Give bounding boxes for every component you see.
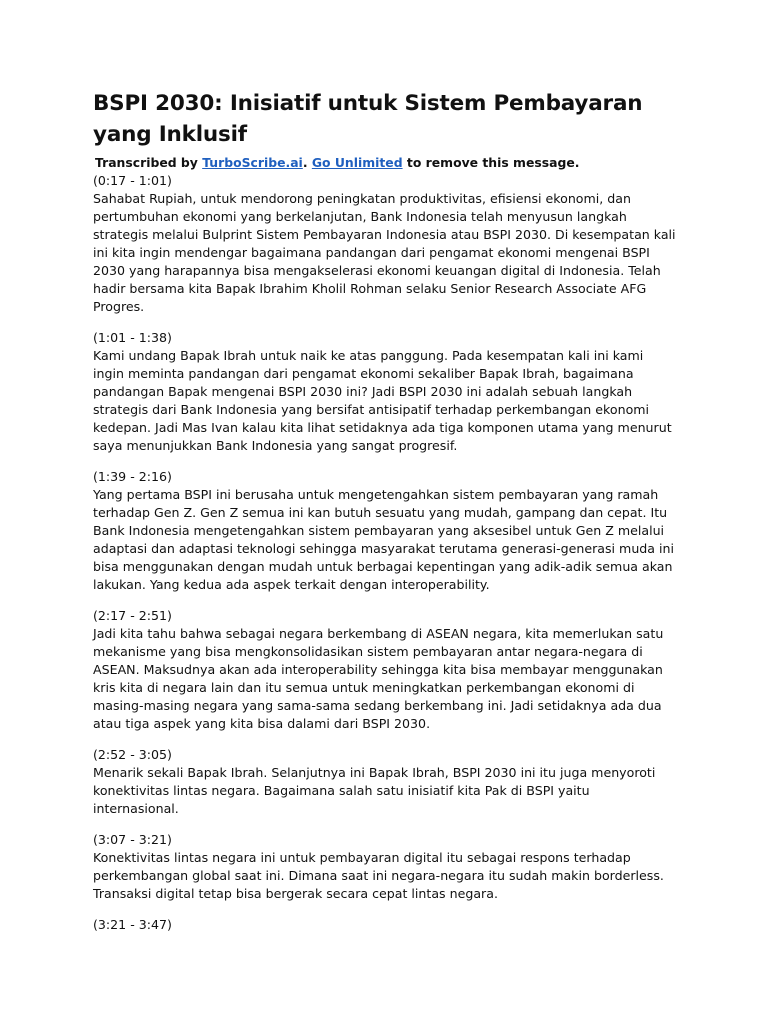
transcript-section — [93, 172, 678, 316]
section-timestamp: (3:21 - 3:47) — [93, 917, 172, 932]
section-text: Menarik sekali Bapak Ibrah. Selanjutnya ini Bapak Ibrah, BSPI 2030 ini itu juga menyoroti konektivitas lintas negara. Bagaimana salah satu inisiatif kita Pak di BSPI yaitu internasional. — [93, 765, 656, 816]
section-timestamp: (3:07 - 3:21) — [93, 832, 172, 847]
section-text: Konektivitas lintas negara ini untuk pembayaran digital itu sebagai respons terhadap perkembangan global saat ini. Dimana saat ini negara-negara itu sudah makin borderless. Transaksi digital tetap bisa bergerak secara cepat lintas negara. — [93, 850, 664, 901]
credit-separator: . — [302, 155, 312, 170]
section-timestamp: (0:17 - 1:01) — [93, 173, 172, 188]
section-timestamp: (1:39 - 2:16) — [93, 469, 172, 484]
credit-suffix: to remove this message. — [402, 155, 580, 170]
section-timestamp: (2:17 - 2:51) — [93, 608, 172, 623]
transcript-section — [93, 607, 678, 733]
section-timestamp: (1:01 - 1:38) — [93, 330, 172, 345]
document-page — [93, 88, 678, 947]
transcription-credit — [95, 154, 678, 172]
section-text: Jadi kita tahu bahwa sebagai negara berkembang di ASEAN negara, kita memerlukan satu mekanisme yang bisa mengkonsolidasikan sistem pembayaran antar negara-negara di ASEAN. Maksudnya akan ada interoperability sehingga kita bisa membayar menggunakan kris kita di negara lain dan itu semua untuk meningkatkan perkembangan ekonomi di masing-masing negara yang sama-sama sedang berkembang ini. Jadi setidaknya ada dua atau tiga aspek yang kita bisa dalami dari BSPI 2030. — [93, 626, 664, 731]
section-text: Kami undang Bapak Ibrah untuk naik ke atas panggung. Pada kesempatan kali ini kami ingin meminta pandangan dari pengamat ekonomi sekaliber Bapak Ibrah, bagaimana pandangan Bapak mengenai BSPI 2030 ini? Jadi BSPI 2030 ini adalah sebuah langkah strategis dari Bank Indonesia yang bersifat antisipatif terhadap perkembangan ekonomi kedepan. Jadi Mas Ivan kalau kita lihat setidaknya ada tiga komponen utama yang menurut saya menunjukkan Bank Indonesia yang sangat progresif. — [93, 348, 672, 453]
credit-prefix: Transcribed by — [95, 155, 203, 170]
transcript-section — [93, 329, 678, 455]
transcript-section — [93, 746, 678, 818]
turboscribe-link[interactable]: TurboScribe.ai — [202, 155, 303, 170]
transcript-section — [93, 831, 678, 903]
section-timestamp: (2:52 - 3:05) — [93, 747, 172, 762]
transcript-section — [93, 916, 678, 934]
section-text: Yang pertama BSPI ini berusaha untuk mengetengahkan sistem pembayaran yang ramah terhadap Gen Z. Gen Z semua ini kan butuh sesuatu yang mudah, gampang dan cepat. Itu Bank Indonesia mengetengahkan sistem pembayaran yang aksesibel untuk Gen Z melalui adaptasi dan adaptasi teknologi sehingga masyarakat terutama generasi-generasi muda ini bisa menggunakan dengan mudah untuk berbagai kepentingan yang adik-adik semua akan lakukan. Yang kedua ada aspek terkait dengan interoperability. — [93, 487, 675, 592]
go-unlimited-link[interactable]: Go Unlimited — [311, 155, 403, 170]
document-title: BSPI 2030: Inisiatif untuk Sistem Pembayaran yang Inklusif — [93, 91, 643, 147]
transcript-section — [93, 468, 678, 594]
section-text: Sahabat Rupiah, untuk mendorong peningkatan produktivitas, efisiensi ekonomi, dan pertumbuhan ekonomi yang berkelanjutan, Bank Indonesia telah menyusun langkah strategis melalui Bulprint Sistem Pembayaran Indonesia atau BSPI 2030. Di kesempatan kali ini kita ingin mendengar bagaimana pandangan dari pengamat ekonomi mengenai BSPI 2030 yang harapannya bisa mengakselerasi ekonomi keuangan digital di Indonesia. Telah hadir bersama kita Bapak Ibrahim Kholil Rohman selaku Senior Research Associate AFG Progres. — [93, 191, 676, 314]
